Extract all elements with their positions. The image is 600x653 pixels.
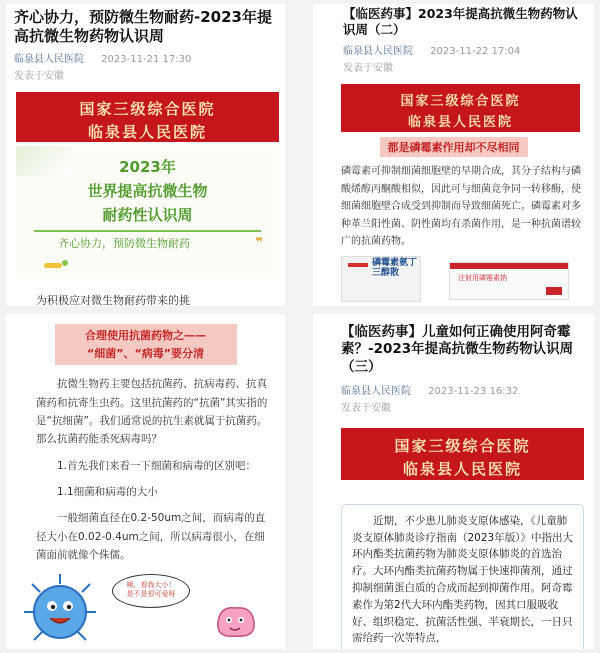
- publish-location: 发表于安徽: [343, 63, 393, 74]
- decor-green-dot: [62, 260, 68, 266]
- publish-time: 2023-11-21 17:30: [101, 54, 192, 66]
- decor-yellow-dot: [44, 263, 62, 268]
- content-box: [341, 504, 584, 649]
- section-subtitle: 都是磷霉素作用却不尽相同: [380, 137, 528, 157]
- heading-line-2: “细菌”、“病毒”要分清: [87, 346, 204, 360]
- article-card-3[interactable]: [6, 314, 285, 649]
- poster-slogan: 齐心协力，预防微生物耐药: [58, 237, 190, 251]
- paragraph-2: 1.首先我们来看一下细菌和病毒的区别吧：: [57, 459, 257, 472]
- source-link[interactable]: 临泉县人民医院: [343, 46, 413, 57]
- article-card-4[interactable]: [313, 314, 594, 649]
- medicine-box-1: [341, 256, 421, 302]
- article-body: 近期，不少患儿肺炎支原体感染，《儿童肺炎支原体肺炎诊疗指南（2023年版）》中指出大环内酯类抗菌药物为肺炎支原体肺炎的首选治疗。大环内酯类抗菌药物属于快速抑菌剂，通过抑制细菌蛋白质的合成而起到抑菌作用。阿奇霉素作为第2代大环内酯类药物，因其口服吸收好、组织稳定、抗菌活性强、半衰期长，一日只需给药一次等特点，: [352, 514, 573, 645]
- source-link[interactable]: 临泉县人民医院: [341, 385, 411, 397]
- article-meta: [341, 382, 586, 397]
- article-body: 为积极应对微生物耐药带来的挑: [36, 294, 190, 306]
- box-label-2: 注射用磷霉素钠: [458, 274, 507, 282]
- banner-line-2: 临泉县人民医院: [407, 115, 513, 130]
- publish-time: 2023-11-23 16:32: [428, 385, 519, 397]
- medicine-box-2: [449, 262, 569, 300]
- poster-year: 2023年: [119, 158, 176, 177]
- article-meta: [14, 50, 277, 65]
- speech-bubble: [112, 574, 190, 608]
- banner-line-1: 国家三级综合医院: [394, 436, 531, 455]
- heading-line-1: 合理使用抗菌药物之——: [85, 329, 206, 342]
- banner-line-2: 临泉县人民医院: [87, 123, 207, 142]
- article-card-1[interactable]: [6, 4, 285, 306]
- publish-location: 发表于安徽: [14, 71, 64, 83]
- article-meta: [343, 42, 586, 57]
- poster-line-1: 世界提高抗微生物: [87, 182, 208, 201]
- product-photo: [341, 256, 585, 302]
- source-link[interactable]: 临泉县人民医院: [14, 54, 84, 66]
- article-title[interactable]: 【临医药事】2023年提高抗微生物药物认识周（二）: [343, 6, 578, 37]
- quote-mark-icon: ❞: [255, 236, 263, 252]
- box-label-1: 磷霉素氨丁三醇散: [372, 258, 418, 278]
- banner-line-1: 国家三级综合医院: [79, 100, 216, 119]
- article-body: [36, 375, 271, 564]
- speech-line-2: 是不是很可爱呀: [126, 590, 176, 599]
- banner-line-2: 临泉县人民医院: [402, 459, 522, 478]
- publish-location: 发表于安徽: [341, 402, 391, 414]
- hospital-banner: [16, 92, 279, 142]
- publish-time: 2023-11-22 17:04: [430, 46, 521, 57]
- paragraph-4: 一般细菌直径在0.2-50um之间，而病毒的直径大小在0.02-0.4um之间，所以病毒很小，在细菌面前就像个侏儒。: [36, 512, 266, 562]
- bacteria-cartoon-icon: [210, 602, 260, 642]
- article-title[interactable]: 【临医药事】儿童如何正确使用阿奇霉素？-2023年提高抗微生物药物认识周（三）: [341, 324, 574, 375]
- speech-line-1: 咦，看我大小！: [126, 581, 176, 589]
- paragraph-3: 1.1细菌和病毒的大小: [57, 486, 158, 499]
- cartoon-illustration: [20, 572, 275, 646]
- poster-line-2: 耐药性认识周: [102, 206, 193, 225]
- section-heading: [55, 324, 237, 365]
- poster-decoration: [16, 146, 72, 176]
- paragraph-1: 抗微生物药主要包括抗菌药、抗病毒药、抗真菌药和抗寄生虫药。这里抗菌药的“抗菌”其实指的是“抗细菌”。我们通常说的抗生素就属于抗菌药。那么抗菌药能杀死病毒吗？: [36, 378, 268, 446]
- awareness-poster: [16, 146, 279, 278]
- article-card-2[interactable]: [313, 4, 594, 306]
- hospital-banner: [341, 84, 580, 132]
- article-body: 磷霉素可抑制细菌细胞壁的早期合成，其分子结构与磷酸烯醇丙酮酸相似，因此可与细菌竞争同一转移酶，使细菌细胞壁合成受到抑制而导致细菌死亡。磷霉素对多种革兰阳性菌、阴性菌均有杀菌作用，是一种抗菌谱较广的抗菌药物。: [341, 166, 581, 247]
- poster-divider: [34, 230, 261, 232]
- article-title[interactable]: 齐心协力，预防微生物耐药-2023年提高抗微生物药物认识周: [14, 8, 272, 46]
- banner-line-1: 国家三级综合医院: [400, 94, 521, 109]
- hospital-banner: [341, 428, 584, 480]
